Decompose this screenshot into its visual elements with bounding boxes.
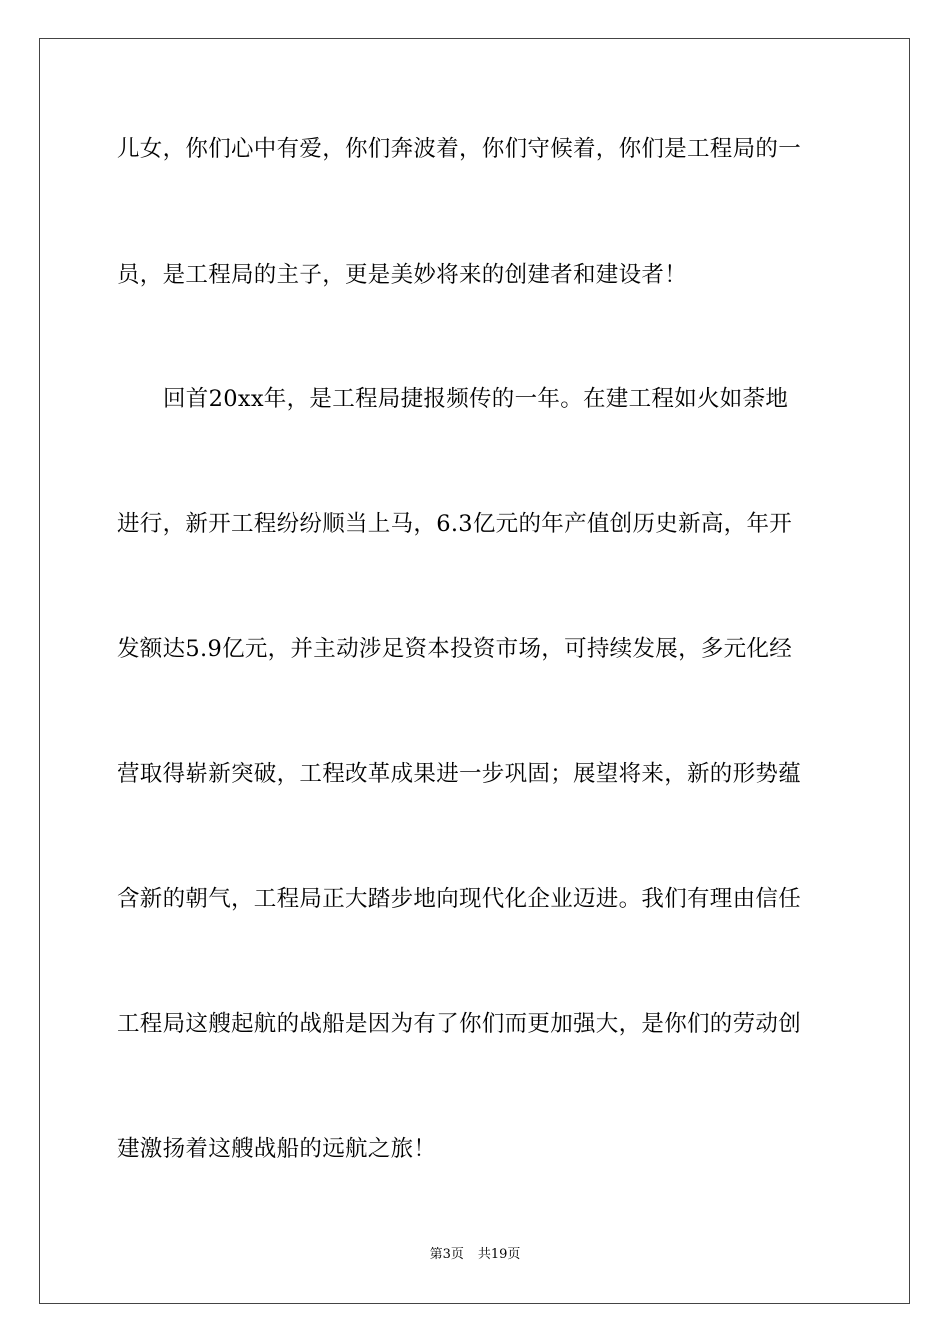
text-line-5: 发额达5.9亿元，并主动涉足资本投资市场，可持续发展，多元化经 bbox=[117, 636, 793, 662]
text-line-4: 进行，新开工程纷纷顺当上马，6.3亿元的年产值创历史新高，年开 bbox=[117, 511, 793, 537]
text-line-9: 建激扬着这艘战船的远航之旅！ bbox=[117, 1136, 437, 1162]
page-footer bbox=[0, 1247, 950, 1263]
text-line-8: 工程局这艘起航的战船是因为有了你们而更加强大，是你们的劳动创 bbox=[117, 1011, 802, 1037]
page-number: 第3页 bbox=[429, 1247, 464, 1262]
text-line-6: 营取得崭新突破，工程改革成果进一步巩固；展望将来，新的形势蕴 bbox=[117, 761, 802, 787]
text-line-2: 员，是工程局的主子，更是美妙将来的创建者和建设者！ bbox=[117, 262, 688, 288]
text-line-3-paragraph-start: 回首20xx年，是工程局捷报频传的一年。在建工程如火如荼地 bbox=[163, 386, 789, 412]
page-border bbox=[39, 38, 910, 1304]
text-line-1: 儿女，你们心中有爱，你们奔波着，你们守候着，你们是工程局的一 bbox=[117, 136, 802, 162]
text-line-7: 含新的朝气，工程局正大踏步地向现代化企业迈进。我们有理由信任 bbox=[117, 886, 802, 912]
page-total: 共19页 bbox=[477, 1247, 521, 1262]
